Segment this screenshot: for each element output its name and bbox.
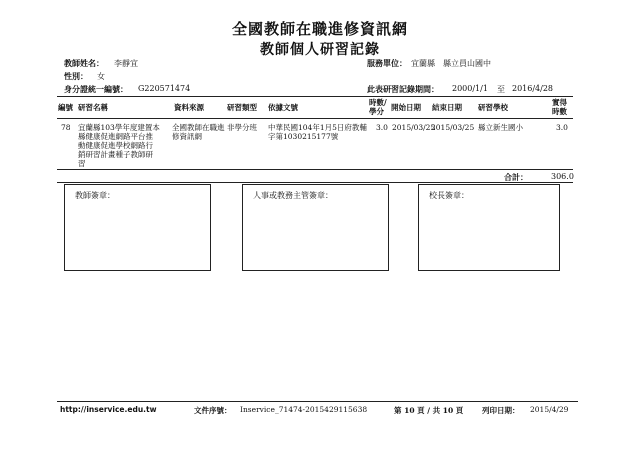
teacher-signature-label: 教師簽章： [75, 191, 115, 200]
header-bottom-rule [57, 118, 573, 119]
gender-value: 女 [97, 72, 105, 81]
row-type: 非學分班 [227, 123, 257, 132]
row-actual-hours: 3.0 [556, 123, 568, 132]
teacher-signature-box [64, 184, 211, 271]
footer-rule [57, 401, 578, 402]
row-bottom-rule [57, 169, 573, 170]
table-bottom-rule [57, 182, 573, 183]
row-end-date: 2015/03/25 [431, 123, 475, 132]
row-doc-line: 中華民國104年1月5日府教輔 [268, 123, 367, 132]
row-source-line: 修資訊網 [172, 132, 202, 141]
row-course-line: 縣健康促進網路平台推 [78, 132, 153, 141]
header-end: 結束日期 [432, 103, 462, 112]
footer-url: http://inservice.edu.tw [60, 405, 157, 414]
header-no: 編號 [58, 103, 73, 112]
page-number: 第 10 頁 / 共 10 頁 [394, 406, 464, 415]
print-date: 2015/4/29 [530, 405, 569, 414]
period-label: 此表研習記錄期間： [367, 85, 439, 94]
print-date-label: 列印日期： [482, 406, 520, 415]
header-actual-a: 實得 [552, 98, 567, 107]
table-top-rule [57, 96, 573, 97]
row-hours: 3.0 [376, 123, 388, 132]
teacher-name-label: 教師姓名： [64, 59, 104, 68]
row-source-line: 全國教師在職進 [172, 123, 225, 132]
row-course-line: 動健康促進學校網路行 [78, 141, 153, 150]
row-course-line: 習 [78, 159, 86, 168]
header-actual-b: 時數 [552, 107, 567, 116]
teacher-name: 李靜宜 [114, 59, 138, 68]
row-start-date: 2015/03/25 [392, 123, 436, 132]
header-course: 研習名稱 [78, 103, 108, 112]
site-title: 全國教師在職進修資訊網 [231, 20, 408, 38]
row-school: 縣立新生國小 [478, 123, 523, 132]
unit-value: 宜蘭縣 縣立員山國中 [411, 59, 491, 68]
id-value: G220571474 [138, 84, 191, 93]
report-title: 教師個人研習記錄 [260, 42, 380, 58]
period-to: 至 [497, 85, 505, 94]
total-value: 306.0 [551, 172, 574, 181]
header-type: 研習類型 [227, 103, 257, 112]
header-start: 開始日期 [391, 103, 421, 112]
hr-signature-box [242, 184, 389, 271]
unit-label: 服務單位： [367, 59, 407, 68]
principal-signature-label: 校長簽章： [429, 191, 469, 200]
header-source: 資料來源 [174, 103, 204, 112]
doc-number-label: 文件序號： [194, 406, 232, 415]
hr-signature-label: 人事或教務主管簽章： [253, 191, 333, 200]
row-course-line: 銷研習計畫種子教師研 [78, 150, 153, 159]
header-doc: 依據文號 [268, 103, 298, 112]
header-school: 研習學校 [478, 103, 508, 112]
period-end: 2016/4/28 [512, 84, 554, 93]
header-hours-b: 學分 [369, 107, 384, 116]
id-label: 身分證統一編號： [64, 85, 128, 94]
total-label: 合計： [504, 173, 528, 182]
period-start: 2000/1/1 [452, 84, 488, 93]
row-doc-line: 字第1030215177號 [268, 132, 339, 141]
header-hours-a: 時數/ [369, 98, 387, 107]
row-course-line: 宜蘭縣103學年度建置本 [78, 123, 160, 132]
gender-label: 性別： [64, 72, 88, 81]
row-no: 78 [61, 123, 71, 132]
doc-number: Inservice_71474-2015429115638 [240, 405, 368, 414]
principal-signature-box [418, 184, 560, 271]
